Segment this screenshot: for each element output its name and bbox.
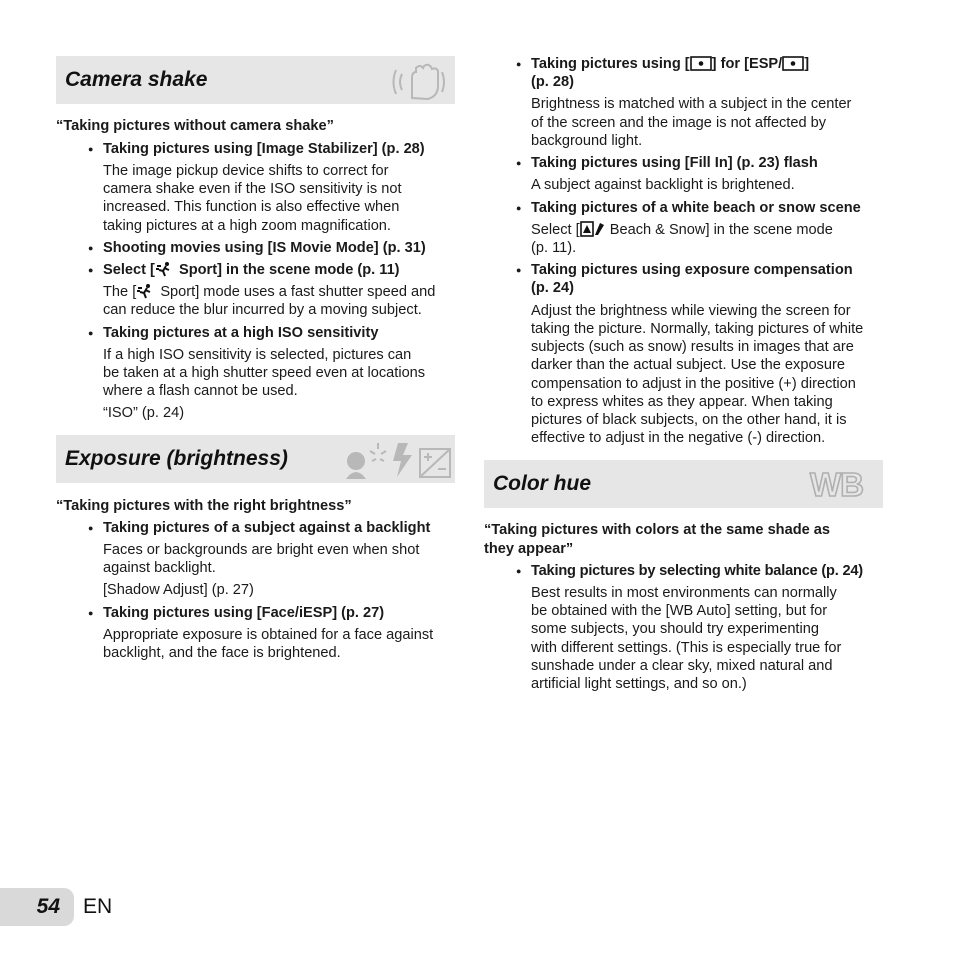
bullet-backlight: ● Taking pictures of a subject against a backlight <box>103 519 430 537</box>
page-number: 54 <box>36 895 60 918</box>
body-text: increased. This function is also effective when <box>103 199 400 215</box>
bullet-sport-mode <box>103 261 400 279</box>
color-hue-quote: “Taking pictures with colors at the same shade as <box>484 522 831 538</box>
body-text: Faces or backgrounds are bright even when shot <box>103 542 420 558</box>
body-text: be obtained with the [WB Auto] setting, but for <box>531 603 828 619</box>
text-span: ] <box>804 56 810 72</box>
body-text: some subjects, you should try experimenting <box>531 621 819 637</box>
body-text: The image pickup device shifts to correct for <box>103 163 389 179</box>
body-text: can reduce the blur incurred by a moving subject. <box>103 302 422 318</box>
body-text: taking the picture. Normally, taking pictures of white <box>531 321 864 337</box>
text-span: ] for [ESP/ <box>711 56 783 72</box>
color-hue-quote: they appear” <box>484 541 574 557</box>
text-span: Taking pictures using [ <box>531 56 690 72</box>
body-text: effective to adjust in the negative (-) direction. <box>531 430 826 446</box>
body-text: [Shadow Adjust] (p. 27) <box>103 582 254 598</box>
body-text: with different settings. (This is especially true for <box>531 640 842 656</box>
body-text: (p. 11). <box>531 240 577 256</box>
body-text: pictures of black subjects, on the other hand, it is <box>531 412 847 428</box>
body-text: camera shake even if the ISO sensitivity is not <box>103 181 402 197</box>
section-title: Camera shake <box>65 68 208 91</box>
body-text: background light. <box>531 133 643 149</box>
body-text: artificial light settings, and so on.) <box>531 676 747 692</box>
body-text: be taken at a high shutter speed even at locations <box>103 365 426 381</box>
white-balance-icon: WB <box>810 466 863 503</box>
text-span: Sport] in the scene mode (p. 11) <box>174 262 400 278</box>
body-text: against backlight. <box>103 560 216 576</box>
bullet-image-stabilizer: ● Taking pictures using [Image Stabilizer] (p. 28) <box>103 140 425 158</box>
sport-scene-icon <box>136 283 156 299</box>
body-text: Appropriate exposure is obtained for a face against <box>103 627 434 643</box>
body-text <box>103 283 435 301</box>
body-text: subjects (such as snow) results in images that are <box>531 339 854 355</box>
exposure-icons <box>342 439 452 481</box>
body-text: Brightness is matched with a subject in the center <box>531 96 852 112</box>
body-text: of the screen and the image is not affected by <box>531 115 827 131</box>
body-text: If a high ISO sensitivity is selected, pictures can <box>103 347 412 363</box>
section-title: Color hue <box>493 472 591 495</box>
camera-shake-header <box>56 56 455 104</box>
page-ref: (p. 24) <box>531 280 574 296</box>
text-span: Select [ <box>103 262 155 278</box>
body-text: “ISO” (p. 24) <box>103 405 185 421</box>
beach-snow-scene-icon <box>580 221 606 237</box>
text-span: Sport] mode uses a fast shutter speed and <box>156 284 436 300</box>
body-text: Best results in most environments can normally <box>531 585 837 601</box>
page-ref: (p. 28) <box>531 74 574 90</box>
body-text: to express whites as they appear. When taking <box>531 394 833 410</box>
text-span: Select [ <box>531 222 580 238</box>
body-text: sunshade under a clear sky, mixed natural and <box>531 658 833 674</box>
bullet-white-balance: ● Taking pictures by selecting white balance (p. 24) <box>531 562 863 580</box>
color-hue-header <box>484 460 883 508</box>
page-number-tab <box>0 888 74 926</box>
body-text: darker than the actual subject. Use the exposure <box>531 357 845 373</box>
section-title: Exposure (brightness) <box>65 447 288 470</box>
body-text: backlight, and the face is brightened. <box>103 645 341 661</box>
bullet-is-movie-mode: ● Shooting movies using [IS Movie Mode] (p. 31) <box>103 239 426 257</box>
bullet-fill-in-flash: ● Taking pictures using [Fill In] (p. 23) flash <box>531 154 818 172</box>
sport-scene-icon <box>155 261 175 277</box>
bullet-face-iesp: ● Taking pictures using [Face/iESP] (p. 27) <box>103 604 384 622</box>
body-text: A subject against backlight is brightened. <box>531 177 795 193</box>
text-span: Beach & Snow] in the scene mode <box>605 222 833 238</box>
body-text <box>531 221 833 239</box>
exposure-quote: “Taking pictures with the right brightness” <box>56 498 352 514</box>
spot-metering-icon <box>690 56 712 71</box>
body-text: Adjust the brightness while viewing the screen for <box>531 303 851 319</box>
camera-shake-quote: “Taking pictures without camera shake” <box>56 118 334 134</box>
bullet-esp-metering <box>531 55 809 73</box>
body-text: taking pictures at a high zoom magnification. <box>103 218 391 234</box>
bullet-high-iso: ● Taking pictures at a high ISO sensitivity <box>103 324 378 342</box>
bullet-beach-snow: ● Taking pictures of a white beach or snow scene <box>531 199 861 217</box>
text-span: The [ <box>103 284 137 300</box>
camera-shake-hand-icon <box>390 60 450 102</box>
body-text: where a flash cannot be used. <box>103 383 298 399</box>
exposure-header <box>56 435 455 483</box>
bullet-exposure-compensation: ● Taking pictures using exposure compensation <box>531 261 853 279</box>
body-text: compensation to adjust in the positive (+) direction <box>531 376 856 392</box>
spot-metering-icon <box>782 56 804 71</box>
language-code: EN <box>83 895 113 918</box>
